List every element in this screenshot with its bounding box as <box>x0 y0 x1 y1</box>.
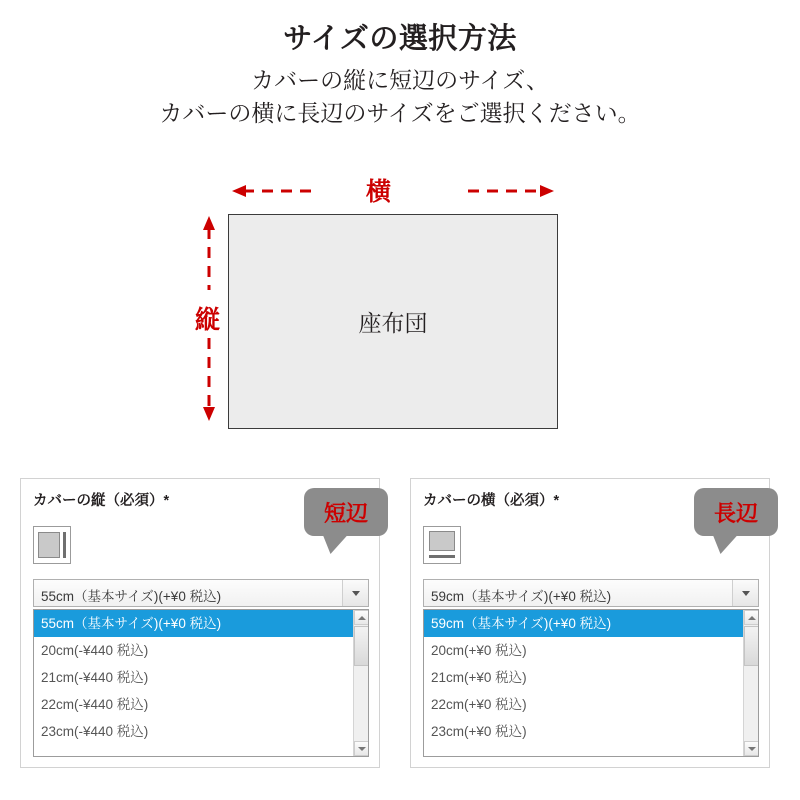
vertical-size-select-value: 55cm（基本サイズ)(+¥0 税込) <box>41 589 222 604</box>
page-title: サイズの選択方法 <box>283 23 517 55</box>
list-item[interactable]: 20cm(+¥0 税込) <box>431 643 527 658</box>
callout-long-side-label: 長辺 <box>713 500 758 526</box>
horizontal-size-icon <box>423 526 461 564</box>
horizontal-size-dropdown[interactable] <box>423 609 759 757</box>
horizontal-size-select-value: 59cm（基本サイズ)(+¥0 税込) <box>431 589 612 604</box>
scroll-down-icon[interactable] <box>744 741 759 756</box>
list-item[interactable]: 21cm(-¥440 税込) <box>41 670 149 685</box>
width-label: 横 <box>366 178 392 206</box>
list-item[interactable]: 22cm(-¥440 税込) <box>41 697 149 712</box>
list-item[interactable]: 21cm(+¥0 税込) <box>431 670 527 685</box>
list-item[interactable]: 55cm（基本サイズ)(+¥0 税込) <box>34 610 368 637</box>
dropdown-scrollbar[interactable] <box>353 610 368 756</box>
height-label: 縦 <box>195 306 221 334</box>
vertical-size-dropdown[interactable] <box>33 609 369 757</box>
chevron-down-icon[interactable] <box>342 580 368 606</box>
list-item[interactable]: 23cm(-¥440 税込) <box>41 724 149 739</box>
scroll-down-icon[interactable] <box>354 741 369 756</box>
callout-long-side <box>694 488 778 536</box>
scrollbar-thumb[interactable] <box>744 626 759 666</box>
list-item[interactable]: 20cm(-¥440 税込) <box>41 643 149 658</box>
scrollbar-thumb[interactable] <box>354 626 369 666</box>
scroll-up-icon[interactable] <box>744 610 759 625</box>
vertical-size-icon <box>33 526 71 564</box>
chevron-down-icon[interactable] <box>732 580 758 606</box>
vertical-panel-title: カバーの縦（必須）* <box>33 493 170 509</box>
cushion-label: 座布団 <box>358 310 428 336</box>
callout-short-side-label: 短辺 <box>323 500 368 526</box>
callout-short-side <box>304 488 388 536</box>
horizontal-size-select[interactable] <box>423 579 759 607</box>
dropdown-scrollbar[interactable] <box>743 610 758 756</box>
list-item[interactable]: 59cm（基本サイズ)(+¥0 税込) <box>424 610 758 637</box>
list-item[interactable]: 23cm(+¥0 税込) <box>431 724 527 739</box>
horizontal-panel-title: カバーの横（必須）* <box>423 493 560 509</box>
list-item[interactable]: 22cm(+¥0 税込) <box>431 697 527 712</box>
scroll-up-icon[interactable] <box>354 610 369 625</box>
vertical-size-select[interactable] <box>33 579 369 607</box>
subtitle-line-1: カバーの縦に短辺のサイズ、 <box>251 67 549 93</box>
cushion-diagram <box>228 214 558 429</box>
page-subtitle <box>0 64 800 130</box>
subtitle-line-2: カバーの横に長辺のサイズをご選択ください。 <box>159 100 641 126</box>
